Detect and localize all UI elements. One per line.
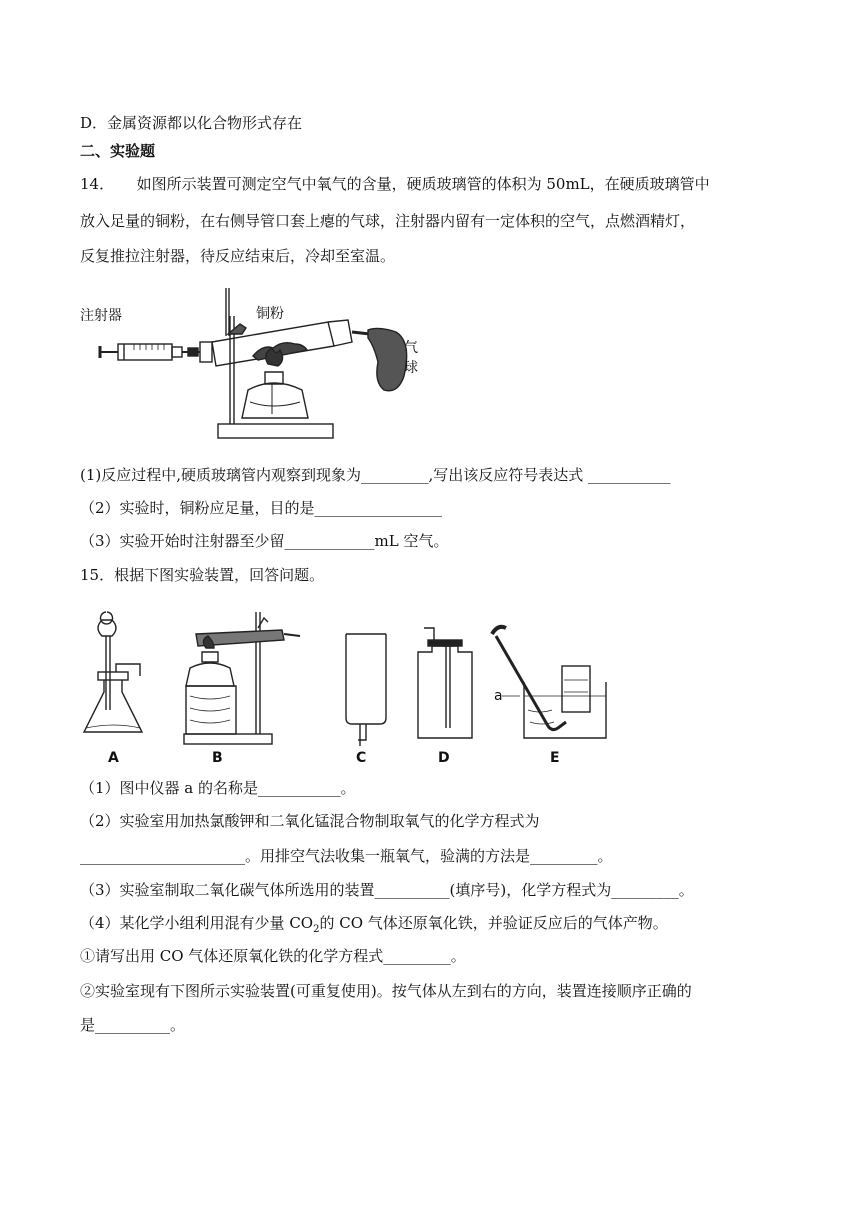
balloon-label-2: 球	[404, 360, 418, 376]
q14-part-2: （2）实验时，铜粉应足量，目的是_________________	[80, 499, 443, 517]
q14-stem-2: 放入足量的铜粉，在右侧导管口套上瘪的气球，注射器内留有一定体积的空气，点燃酒精灯，	[80, 212, 696, 230]
co2-subscript: 2	[313, 924, 320, 935]
apparatus-d	[418, 628, 472, 738]
copper-label: 铜粉	[256, 306, 284, 322]
q15-part-4-a: （4）某化学小组利用混有少量 CO	[80, 914, 314, 932]
caption-d: D	[438, 750, 450, 766]
q15-part-3: （3）实验室制取二氧化碳气体所选用的装置__________(填序号)，化学方程式为_________。	[80, 881, 694, 899]
caption-a: A	[108, 750, 119, 766]
caption-b: B	[212, 750, 223, 766]
q14-part-1: (1)反应过程中,硬质玻璃管内观察到现象为_________,写出该反应符号表达式 ___________	[80, 466, 671, 484]
q15-part-2a: （2）实验室用加热氯酸钾和二氧化锰混合物制取氧气的化学方程式为	[80, 812, 540, 830]
figure-apparatus-a-e	[78, 600, 618, 770]
apparatus-b	[184, 612, 300, 744]
q15-part-1: （1）图中仪器 a 的名称是___________。	[80, 779, 356, 797]
caption-c: C	[356, 750, 367, 766]
q15-part-4-2a: ②实验室现有下图所示实验装置(可重复使用)。按气体从左到右的方向，装置连接顺序正确的	[80, 982, 692, 1000]
apparatus-e	[492, 627, 606, 738]
q14-stem-3: 反复推拉注射器，待反应结束后，冷却至室温。	[80, 247, 396, 265]
apparatus-c	[346, 634, 386, 746]
label-a: a	[494, 688, 503, 704]
q15-part-4-b: 的 CO 气体还原氧化铁，并验证反应后的气体产物。	[319, 914, 668, 932]
figure-copper-apparatus	[78, 286, 438, 446]
balloon-label-1: 气	[404, 340, 418, 356]
q14-part-3: （3）实验开始时注射器至少留____________mL 空气。	[80, 532, 449, 550]
q15-part-2b: ______________________。用排空气法收集一瓶氧气，验满的方法是_________。	[80, 847, 613, 865]
q15-part-4-1: ①请写出用 CO 气体还原氧化铁的化学方程式_________。	[80, 947, 466, 965]
option-d: D．金属资源都以化合物形式存在	[80, 114, 303, 132]
apparatus-a	[84, 612, 142, 732]
q15-stem: 15．根据下图实验装置，回答问题。	[80, 566, 325, 584]
q15-part-4	[80, 913, 668, 940]
q15-part-4-2b: 是__________。	[80, 1016, 186, 1034]
stand-base	[218, 424, 333, 438]
caption-e: E	[550, 750, 560, 766]
section-heading: 二、实验题	[80, 142, 156, 160]
syringe-label: 注射器	[80, 308, 122, 324]
q14-stem-1: 14． 如图所示装置可测定空气中氧气的含量，硬质玻璃管的体积为 50mL，在硬质玻璃管中	[80, 175, 710, 193]
